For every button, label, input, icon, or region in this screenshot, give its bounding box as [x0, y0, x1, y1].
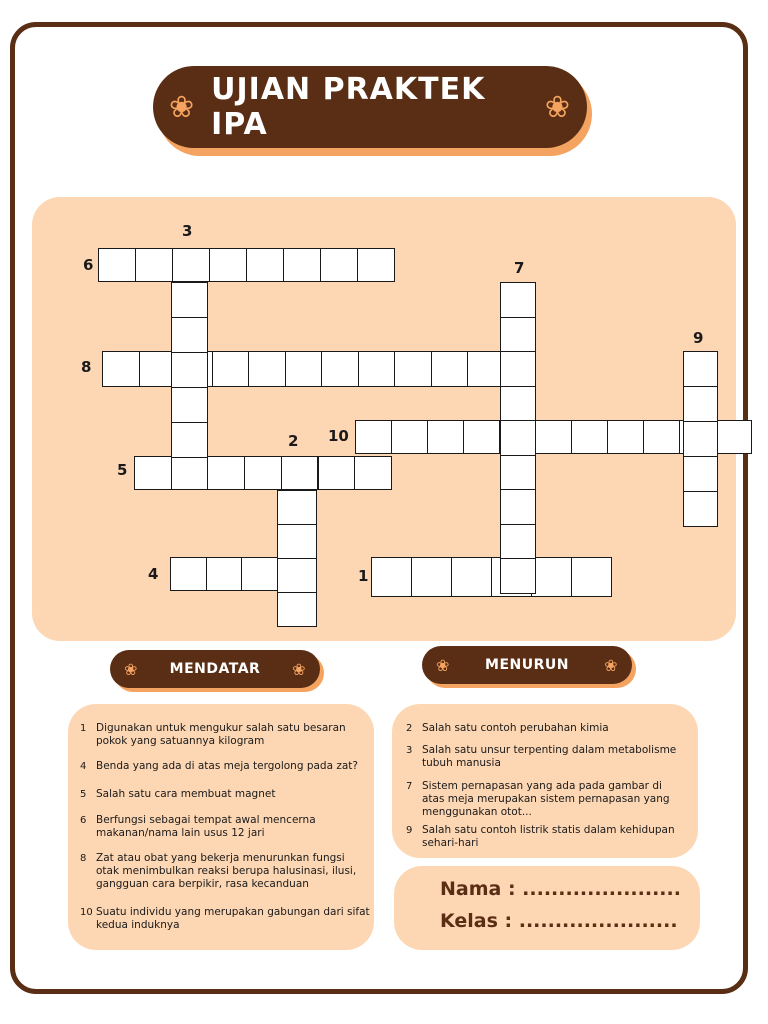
crossword-cell[interactable] — [98, 248, 136, 282]
clue-number: 1 — [358, 567, 369, 585]
clue-across-8: 8 Zat atau obat yang bekerja menurunkan fungsi otak menimbulkan reaksi berupa halusinasi, ilusi, gangguan cara berpikir, rasa kecanduan — [80, 852, 357, 890]
crossword-cell[interactable] — [281, 456, 319, 490]
crossword-cell[interactable] — [209, 248, 247, 282]
crossword-cell[interactable] — [607, 420, 644, 454]
clue-down-9: 9 Salah satu contoh listrik statis dalam kehidupan sehari-hari — [406, 824, 675, 849]
crossword-cell[interactable] — [171, 456, 209, 490]
crossword-cell[interactable] — [500, 282, 536, 318]
crossword-cell[interactable] — [212, 351, 250, 387]
crossword-cell[interactable] — [277, 490, 317, 525]
clue-across-6: 6 Berfungsi sebagai tempat awal mencerna makanan/nama lain usus 12 jari — [80, 814, 316, 839]
crossword-cell[interactable] — [571, 557, 612, 597]
down-header — [422, 646, 632, 684]
clue-down-2: 2 Salah satu contoh perubahan kimia — [406, 722, 609, 734]
crossword-cell[interactable] — [500, 351, 536, 387]
crossword-cell[interactable] — [354, 456, 392, 490]
student-info-box — [394, 866, 700, 950]
crossword-cell[interactable] — [357, 248, 395, 282]
crossword-cell[interactable] — [500, 317, 536, 353]
clue-down-3: 3 Salah satu unsur terpenting dalam metabolisme tubuh manusia — [406, 744, 677, 769]
crossword-cell[interactable] — [431, 351, 469, 387]
crossword-cell[interactable] — [715, 420, 752, 454]
across-header — [110, 650, 320, 688]
clue-number: 5 — [117, 461, 128, 479]
flower-icon: ❀ — [292, 659, 306, 679]
clue-number: 10 — [328, 427, 349, 445]
flower-icon: ❀ — [544, 89, 571, 125]
crossword-cell[interactable] — [283, 248, 321, 282]
crossword-cell[interactable] — [683, 421, 718, 457]
crossword-cell[interactable] — [355, 420, 392, 454]
crossword-cell[interactable] — [248, 351, 286, 387]
crossword-cell[interactable] — [134, 456, 172, 490]
crossword-cell[interactable] — [683, 386, 718, 422]
crossword-cell[interactable] — [321, 351, 359, 387]
clue-across-5: 5 Salah satu cara membuat magnet — [80, 788, 276, 800]
class-field[interactable]: Kelas : ...................... — [440, 910, 678, 932]
crossword-cell[interactable] — [171, 387, 208, 423]
crossword-cell[interactable] — [171, 317, 208, 353]
clue-number: 7 — [514, 259, 525, 277]
crossword-cell[interactable] — [463, 420, 500, 454]
flower-icon: ❀ — [124, 659, 138, 679]
down-title: MENURUN — [485, 657, 569, 673]
crossword-cell[interactable] — [171, 282, 208, 318]
crossword-cell[interactable] — [683, 456, 718, 492]
crossword-cell[interactable] — [244, 456, 282, 490]
crossword-cell[interactable] — [371, 557, 412, 597]
crossword-cell[interactable] — [500, 420, 536, 456]
clue-number: 6 — [83, 256, 94, 274]
crossword-cell[interactable] — [285, 351, 323, 387]
across-title: MENDATAR — [169, 661, 261, 677]
crossword-cell[interactable] — [277, 524, 317, 559]
across-clues-box — [68, 704, 374, 950]
clue-number: 3 — [182, 222, 193, 240]
flower-icon: ❀ — [604, 655, 618, 675]
crossword-cell[interactable] — [207, 456, 245, 490]
clue-number: 4 — [148, 565, 159, 583]
crossword-cell[interactable] — [246, 248, 284, 282]
crossword-cell[interactable] — [102, 351, 140, 387]
crossword-cell[interactable] — [500, 386, 536, 422]
clue-number: 9 — [693, 329, 704, 347]
crossword-cell[interactable] — [172, 248, 210, 282]
crossword-cell[interactable] — [277, 592, 317, 627]
crossword-cell[interactable] — [135, 248, 173, 282]
crossword-cell[interactable] — [467, 351, 505, 387]
crossword-cell[interactable] — [500, 524, 536, 560]
crossword-cell[interactable] — [277, 558, 317, 593]
crossword-cell[interactable] — [500, 558, 536, 594]
page-title: UJIAN PRAKTEK IPA — [211, 72, 486, 142]
crossword-cell[interactable] — [391, 420, 428, 454]
crossword-cell[interactable] — [318, 456, 356, 490]
clue-number: 2 — [288, 432, 299, 450]
clue-across-4: 4 Benda yang ada di atas meja tergolong pada zat? — [80, 760, 358, 772]
crossword-cell[interactable] — [171, 352, 208, 388]
flower-icon: ❀ — [436, 655, 450, 675]
crossword-cell[interactable] — [170, 557, 207, 591]
crossword-cell[interactable] — [427, 420, 464, 454]
clue-number: 8 — [81, 358, 92, 376]
title-banner — [153, 66, 587, 148]
crossword-cell[interactable] — [411, 557, 452, 597]
clue-across-1: 1 Digunakan untuk mengukur salah satu besaran pokok yang satuannya kilogram — [80, 722, 346, 747]
clue-across-10: 10 Suatu individu yang merupakan gabungan dari sifat kedua induknya — [80, 906, 370, 931]
crossword-cell[interactable] — [171, 422, 208, 458]
crossword-cell[interactable] — [531, 557, 572, 597]
crossword-cell[interactable] — [358, 351, 396, 387]
crossword-cell[interactable] — [683, 491, 718, 527]
flower-icon: ❀ — [169, 89, 196, 125]
crossword-cell[interactable] — [241, 557, 278, 591]
crossword-cell[interactable] — [394, 351, 432, 387]
crossword-cell[interactable] — [535, 420, 572, 454]
crossword-cell[interactable] — [500, 455, 536, 491]
crossword-cell[interactable] — [683, 351, 718, 387]
crossword-cell[interactable] — [643, 420, 680, 454]
down-clues-box — [392, 704, 698, 858]
crossword-cell[interactable] — [206, 557, 243, 591]
crossword-grid — [32, 197, 736, 641]
clue-down-7: 7 Sistem pernapasan yang ada pada gambar di atas meja merupakan sistem pernapasan yang menggunakan otot... — [406, 780, 670, 818]
crossword-cell[interactable] — [320, 248, 358, 282]
crossword-cell[interactable] — [571, 420, 608, 454]
name-field[interactable]: Nama : ...................... — [440, 878, 681, 900]
crossword-cell[interactable] — [500, 489, 536, 525]
crossword-cell[interactable] — [451, 557, 492, 597]
